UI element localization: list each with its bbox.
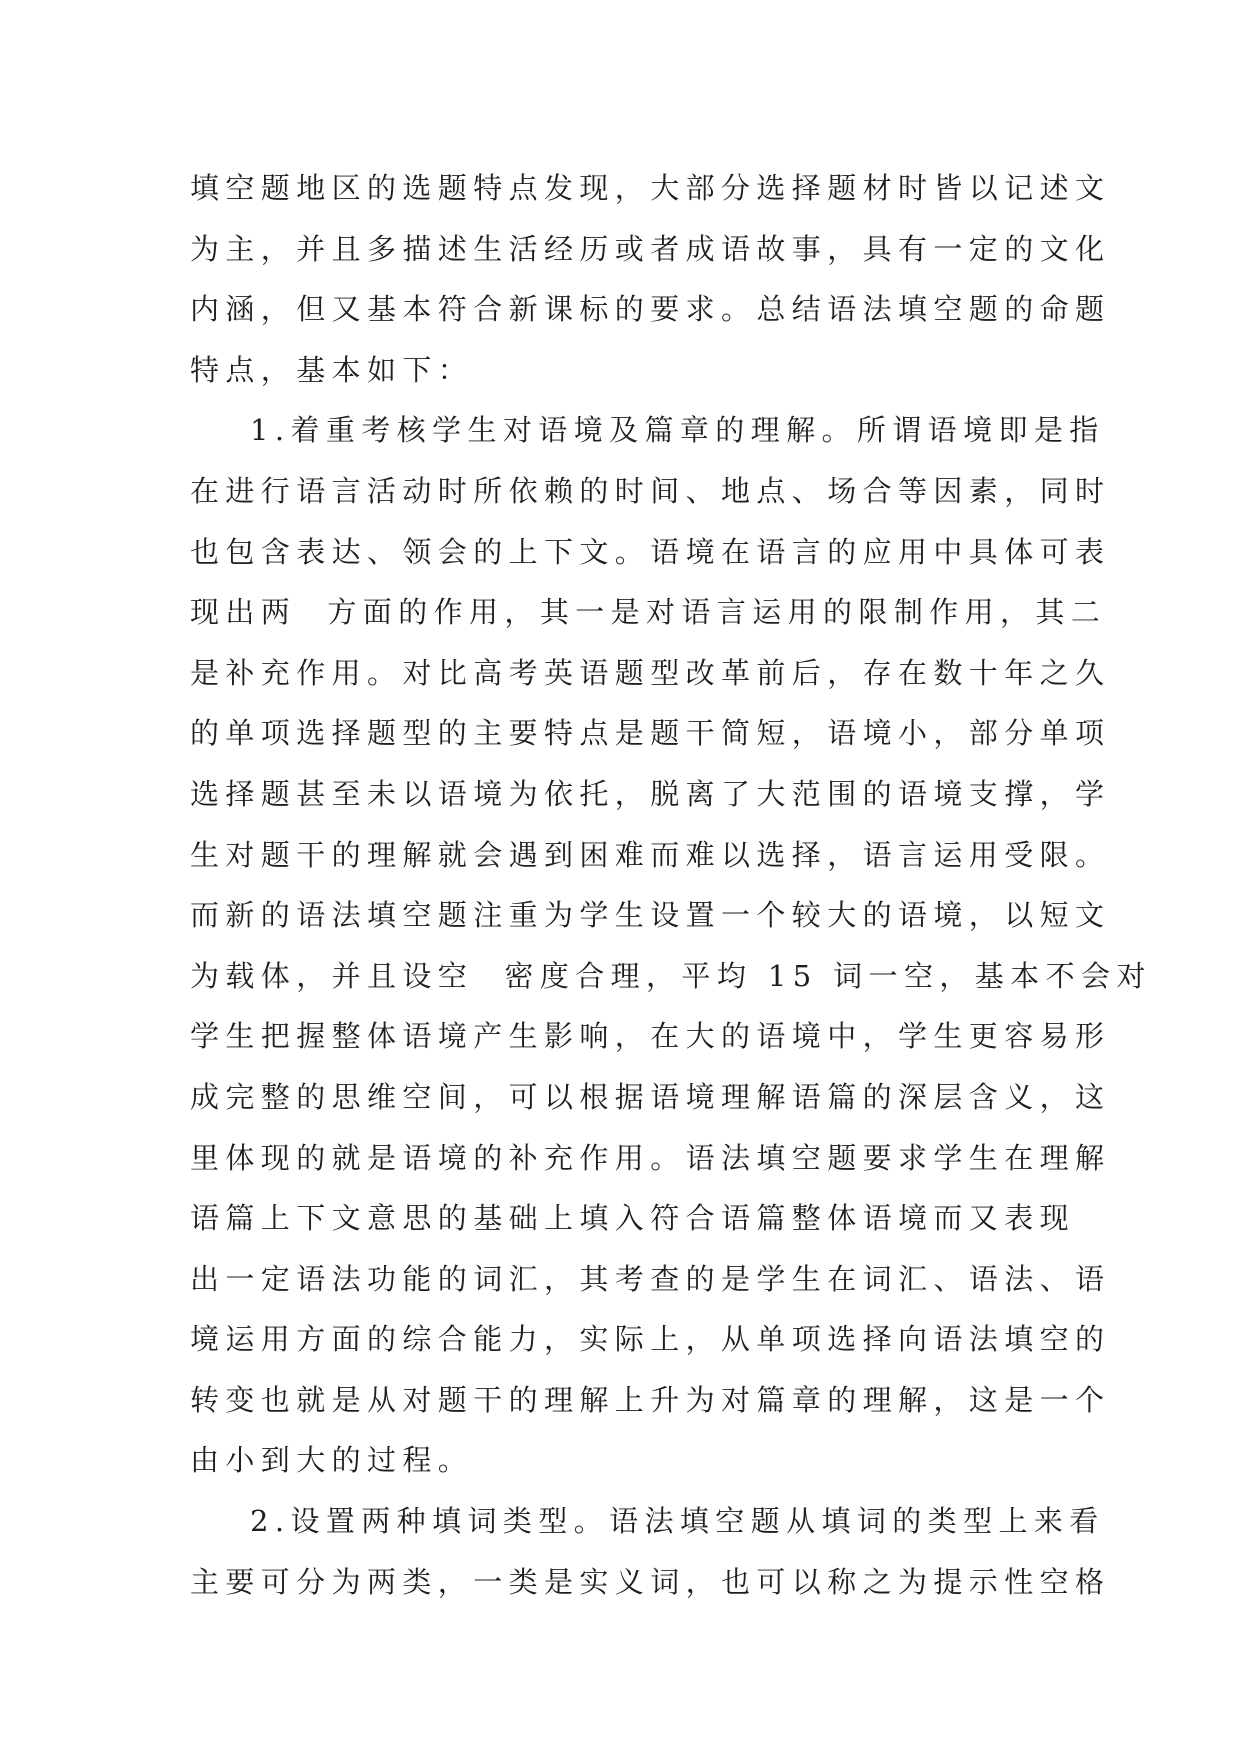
text-line: 特点，基本如下： <box>190 352 474 387</box>
text-line: 成完整的思维空间，可以根据语境理解语篇的深层含义，这 <box>190 1079 1111 1114</box>
text-line: 由小到大的过程。 <box>190 1443 474 1478</box>
text-line: 是补充作用。对比高考英语题型改革前后，存在数十年之久 <box>190 655 1111 690</box>
text-line: 境运用方面的综合能力，实际上，从单项选择向语法填空的 <box>190 1322 1111 1357</box>
text-line: 选择题甚至未以语境为依托，脱离了大范围的语境支撑，学 <box>190 776 1111 811</box>
text-line: 学生把握整体语境产生影响，在大的语境中，学生更容易形 <box>190 1019 1111 1054</box>
text-line: 为载体，并且设空 密度合理，平均 15 词一空，基本不会对 <box>190 958 1152 993</box>
text-line: 1.着重考核学生对语境及篇章的理解。所谓语境即是指 <box>250 413 1105 448</box>
text-line: 出一定语法功能的词汇，其考查的是学生在词汇、语法、语 <box>190 1261 1111 1296</box>
body-text <box>190 158 1152 1612</box>
text-line: 语篇上下文意思的基础上填入符合语篇整体语境而又表现 <box>190 1201 1076 1236</box>
text-line: 现出两 方面的作用，其一是对语言运用的限制作用，其二 <box>190 595 1107 630</box>
text-line: 转变也就是从对题干的理解上升为对篇章的理解，这是一个 <box>190 1382 1111 1417</box>
text-line: 也包含表达、领会的上下文。语境在语言的应用中具体可表 <box>190 534 1111 569</box>
text-line: 在进行语言活动时所依赖的时间、地点、场合等因素，同时 <box>190 473 1111 508</box>
text-line: 里体现的就是语境的补充作用。语法填空题要求学生在理解 <box>190 1140 1111 1175</box>
text-line: 为主，并且多描述生活经历或者成语故事，具有一定的文化 <box>190 231 1111 266</box>
text-line: 生对题干的理解就会遇到困难而难以选择，语言运用受限。 <box>190 837 1111 872</box>
text-line: 的单项选择题型的主要特点是题干简短，语境小，部分单项 <box>190 716 1111 751</box>
text-line: 而新的语法填空题注重为学生设置一个较大的语境，以短文 <box>190 898 1111 933</box>
text-line: 主要可分为两类，一类是实义词，也可以称之为提示性空格 <box>190 1564 1111 1599</box>
text-line: 内涵，但又基本符合新课标的要求。总结语法填空题的命题 <box>190 292 1111 327</box>
text-line: 填空题地区的选题特点发现，大部分选择题材时皆以记述文 <box>190 171 1111 205</box>
text-line: 2.设置两种填词类型。语法填空题从填词的类型上来看 <box>250 1504 1105 1539</box>
